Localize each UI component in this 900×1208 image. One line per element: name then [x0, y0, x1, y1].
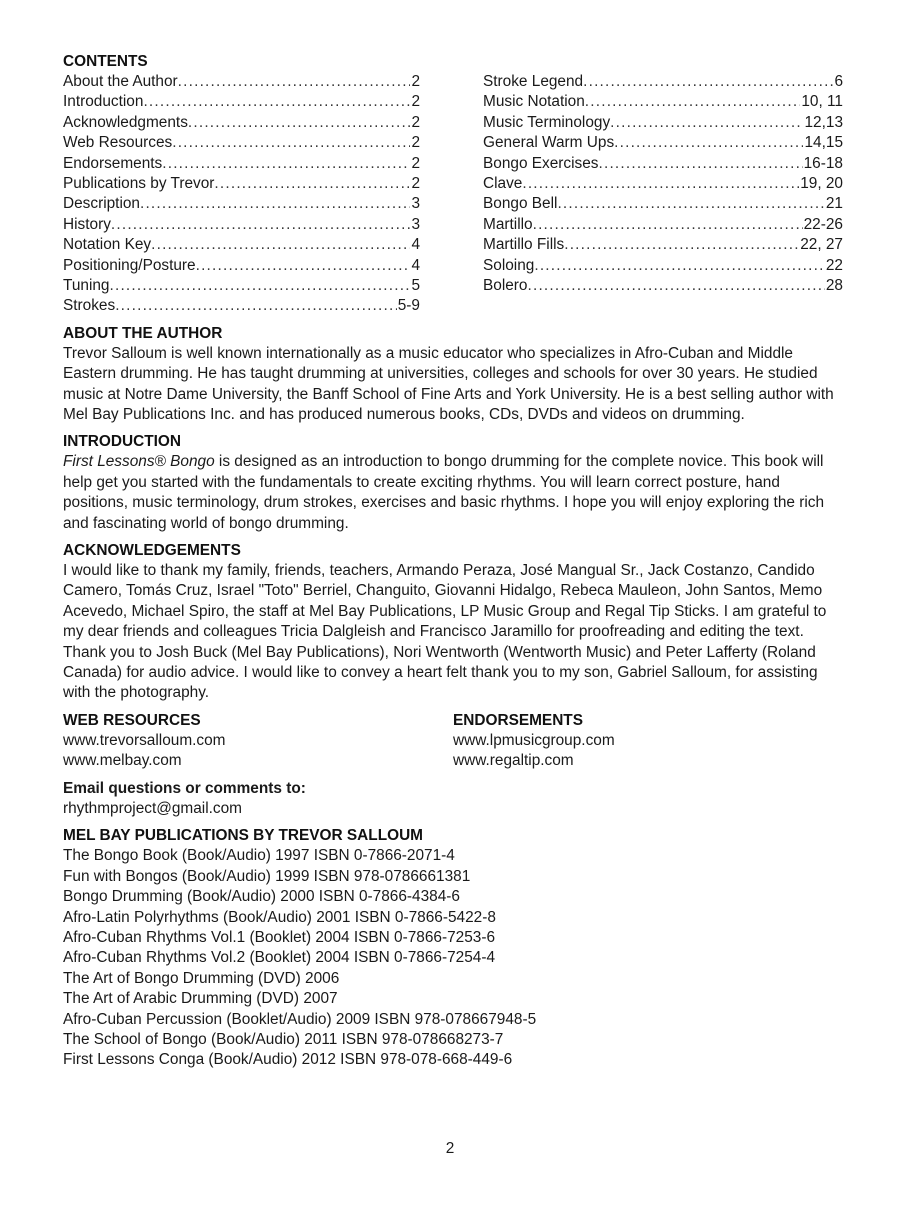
toc-entry-title: Positioning/Posture [63, 256, 196, 274]
toc-entry [63, 235, 420, 255]
web-link[interactable]: www.trevorsalloum.com [63, 731, 226, 749]
toc-entry [483, 276, 843, 296]
toc-entry-title: Strokes [63, 297, 116, 315]
toc-entry-title: About the Author [63, 73, 178, 90]
toc-entry [483, 235, 843, 255]
toc-entry [483, 174, 843, 194]
toc-entry-title: Tuning [63, 276, 110, 294]
about-section [63, 324, 843, 426]
toc-entry [63, 133, 420, 153]
about-text: Trevor Salloum is well known internationally as a music educator who specializes in Afro-Cuban and Middle Eastern drumming. He has taught drumming at universities, colleges and schools for over 30 years. He studied music at Notre Dame University, the Banff School of Fine Arts and York University. He is a best selling author with Mel Bay Publications Inc. and has produced numerous books, CDs, DVDs and videos on drumming. [63, 344, 834, 423]
acknowledgements-heading: ACKNOWLEDGEMENTS [63, 541, 241, 559]
endorsements-heading: ENDORSEMENTS [453, 711, 583, 729]
introduction-text [63, 452, 843, 534]
toc-entry [63, 154, 420, 174]
toc-entry-title: Stroke Legend [483, 73, 584, 90]
toc-entry-page: 19, 20 [800, 174, 843, 192]
toc-entry-title: Web Resources [63, 134, 173, 152]
toc-entry-page: 2 [411, 113, 420, 131]
toc-leader-dots [585, 92, 801, 112]
toc-entry [483, 92, 843, 112]
toc-entry-page: 5 [411, 276, 420, 294]
toc-entry-title: Bongo Bell [483, 195, 558, 213]
toc-entry-page: 4 [411, 236, 420, 254]
toc-leader-dots [162, 154, 410, 174]
toc-leader-dots [534, 256, 825, 276]
toc-entry-title: Martillo Fills [483, 236, 565, 254]
toc-entry-title: Endorsements [63, 154, 163, 172]
toc-entry [63, 296, 420, 316]
toc-right-column [483, 72, 843, 317]
toc-entry-title: Soloing [483, 256, 535, 274]
publication-item: The School of Bongo (Book/Audio) 2011 ISBN 978-078668273-7 [63, 1031, 504, 1049]
introduction-body: is designed as an introduction to bongo drumming for the complete novice. This book will help get you started with the fundamentals to create exciting rhythms. You will learn correct posture, hand positions, music terminology, drum strokes, exercises and basic rhythms. I hope you will enjoy exploring the rich and fascinating world of bongo drumming. [63, 453, 825, 532]
web-resources-section [63, 711, 453, 772]
toc-entry-title: History [63, 215, 111, 233]
publication-item: Afro-Cuban Rhythms Vol.1 (Booklet) 2004 ISBN 0-7866-7253-6 [63, 929, 496, 947]
toc-entry-page: 2 [411, 154, 420, 172]
toc-leader-dots [528, 276, 825, 296]
publication-item: Fun with Bongos (Book/Audio) 1999 ISBN 978-0786661381 [63, 867, 471, 885]
toc-entry [483, 133, 843, 153]
introduction-section [63, 432, 843, 534]
toc-entry-page: 3 [411, 215, 420, 233]
toc-entry-title: Music Notation [483, 93, 585, 111]
toc-entry-title: Music Terminology [483, 113, 611, 131]
toc-entry [63, 215, 420, 235]
toc-entry [63, 113, 420, 133]
toc-entry-page: 22, 27 [800, 236, 843, 254]
toc-entry-page: 2 [411, 93, 420, 111]
toc-leader-dots [557, 194, 824, 214]
table-of-contents [63, 72, 843, 317]
email-section [63, 779, 843, 820]
toc-entry-title: Bongo Exercises [483, 154, 599, 172]
endorsement-link[interactable]: www.lpmusicgroup.com [453, 731, 615, 749]
toc-leader-dots [111, 215, 411, 235]
toc-entry-page: 21 [825, 195, 843, 213]
toc-leader-dots [610, 113, 803, 133]
toc-entry [483, 113, 843, 133]
introduction-heading: INTRODUCTION [63, 433, 181, 451]
document-page [63, 52, 843, 1071]
toc-entry-page: 2 [411, 134, 420, 152]
toc-leader-dots [143, 92, 410, 112]
toc-leader-dots [599, 154, 803, 174]
toc-entry-page: 3 [411, 195, 420, 213]
book-title: First Lessons® Bongo [63, 453, 215, 471]
toc-entry [483, 215, 843, 235]
publications-section [63, 826, 843, 1070]
toc-entry [483, 256, 843, 276]
toc-entry-title: Description [63, 195, 140, 213]
toc-leader-dots [115, 296, 397, 316]
toc-leader-dots [110, 276, 411, 296]
toc-entry-title: Notation Key [63, 236, 152, 254]
toc-leader-dots [188, 113, 411, 133]
acknowledgements-section [63, 541, 843, 704]
publications-heading: MEL BAY PUBLICATIONS BY TREVOR SALLOUM [63, 827, 424, 845]
toc-entry [63, 174, 420, 194]
toc-leader-dots [178, 72, 411, 92]
toc-entry-page: 6 [834, 73, 843, 90]
about-heading: ABOUT THE AUTHOR [63, 324, 223, 342]
toc-entry-title: General Warm Ups [483, 134, 615, 152]
toc-entry-page: 22-26 [803, 215, 843, 233]
toc-entry [63, 72, 420, 92]
toc-leader-dots [196, 256, 411, 276]
toc-entry-page: 2 [411, 174, 420, 192]
toc-entry-page: 28 [825, 276, 843, 294]
endorsements-section [453, 711, 843, 772]
toc-entry [63, 194, 420, 214]
toc-entry [63, 92, 420, 112]
page-number: 2 [445, 1140, 455, 1157]
toc-leader-dots [564, 235, 799, 255]
toc-entry-page: 16-18 [803, 154, 843, 172]
contents-section [63, 52, 843, 317]
toc-leader-dots [522, 174, 799, 194]
toc-entry-title: Clave [483, 174, 523, 192]
publication-item: First Lessons Conga (Book/Audio) 2012 ISBN 978-078-668-449-6 [63, 1051, 513, 1069]
toc-entry-title: Bolero [483, 276, 528, 294]
toc-entry [63, 256, 420, 276]
toc-entry [483, 154, 843, 174]
publications-list [63, 846, 843, 1070]
toc-entry-title: Publications by Trevor [63, 174, 215, 192]
toc-left-column [63, 72, 420, 317]
toc-entry-page: 4 [411, 256, 420, 274]
web-resources-heading: WEB RESOURCES [63, 711, 201, 729]
publication-item: Afro-Cuban Percussion (Booklet/Audio) 2009 ISBN 978-078667948-5 [63, 1010, 537, 1028]
toc-leader-dots [614, 133, 803, 153]
toc-entry-page: 2 [411, 73, 420, 90]
publication-item: The Art of Arabic Drumming (DVD) 2007 [63, 990, 338, 1008]
email-address[interactable]: rhythmproject@gmail.com [63, 800, 242, 817]
resources-row [63, 711, 843, 772]
toc-entry-page: 14,15 [804, 134, 843, 152]
toc-leader-dots [583, 72, 833, 92]
endorsement-link[interactable]: www.regaltip.com [453, 752, 574, 770]
acknowledgements-text: I would like to thank my family, friends, teachers, Armando Peraza, José Mangual Sr., Jack Costanzo, Candido Camero, Tomás Cruz, Israel "Toto" Berriel, Changuito, Giovanni Hidalgo, Rebeca Mauleon, John Santos, Memo Acevedo, Michael Spiro, the staff at Mel Bay Publications, LP Music Group and Regal Tip Sticks. I am grateful to my dear friends and colleagues Tricia Dalgleish and Francisco Jaramillo for proofreading and editing the text. Thank you to Josh Buck (Mel Bay Publications), Nori Wentworth (Wentworth Music) and Peter Lafferty (Roland Canada) for audio advice. I would like to convey a heart felt thank you to my son, Gabriel Salloum, for assisting with the photography. [63, 561, 827, 702]
toc-entry-page: 22 [825, 256, 843, 274]
web-link[interactable]: www.melbay.com [63, 752, 182, 770]
toc-leader-dots [214, 174, 410, 194]
toc-entry-page: 5-9 [397, 297, 420, 315]
publication-item: Bongo Drumming (Book/Audio) 2000 ISBN 0-7866-4384-6 [63, 888, 460, 906]
publication-item: Afro-Cuban Rhythms Vol.2 (Booklet) 2004 ISBN 0-7866-7254-4 [63, 949, 496, 967]
toc-entry-page: 10, 11 [801, 93, 843, 111]
toc-entry-title: Introduction [63, 93, 144, 111]
toc-entry [63, 276, 420, 296]
contents-heading: CONTENTS [63, 53, 148, 70]
publication-item: The Bongo Book (Book/Audio) 1997 ISBN 0-7866-2071-4 [63, 847, 455, 865]
toc-entry [483, 72, 843, 92]
publication-item: The Art of Bongo Drumming (DVD) 2006 [63, 969, 340, 987]
email-label: Email questions or comments to: [63, 779, 306, 797]
toc-entry-title: Martillo [483, 215, 533, 233]
toc-entry-title: Acknowledgments [63, 113, 188, 131]
toc-entry-page: 12,13 [804, 113, 843, 131]
toc-leader-dots [151, 235, 410, 255]
toc-leader-dots [140, 194, 410, 214]
toc-leader-dots [533, 215, 803, 235]
toc-leader-dots [172, 133, 410, 153]
publication-item: Afro-Latin Polyrhythms (Book/Audio) 2001 ISBN 0-7866-5422-8 [63, 908, 496, 926]
toc-entry [483, 194, 843, 214]
